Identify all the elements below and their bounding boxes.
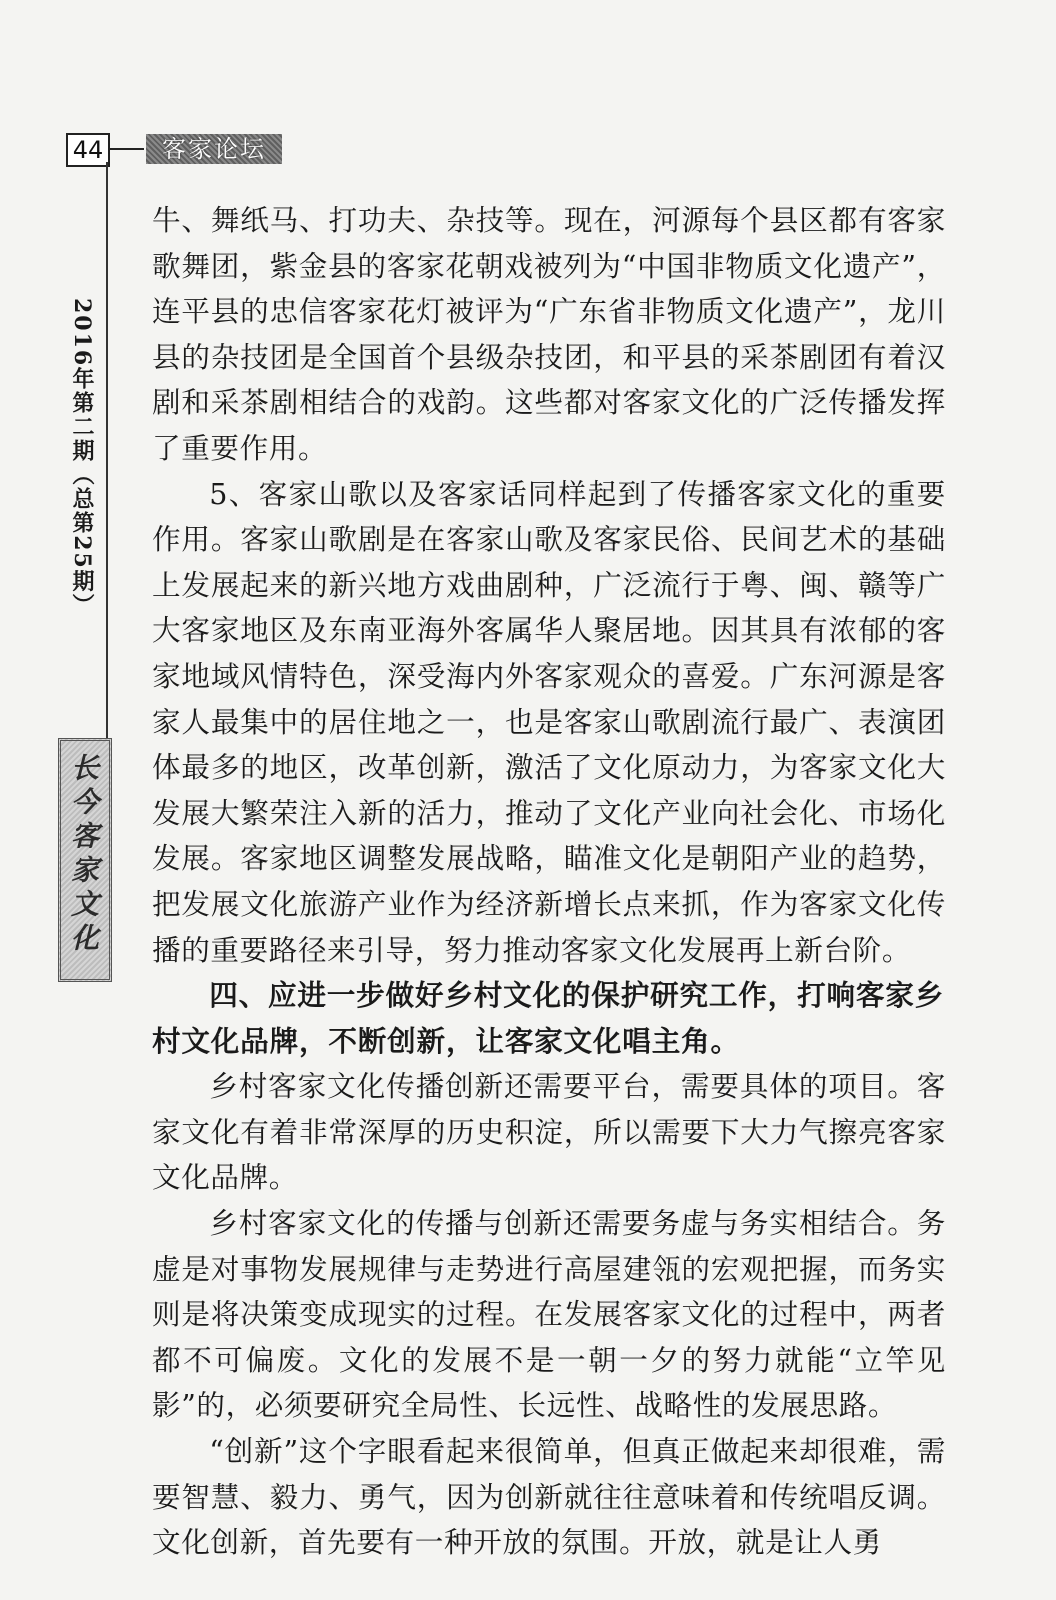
section-heading: 四、应进一步做好乡村文化的保护研究工作，打响客家乡村文化品牌，不断创新，让客家文化唱主角。	[152, 978, 945, 1058]
paragraph: “创新”这个字眼看起来很简单，但真正做起来却很难，需要智慧、毅力、勇气，因为创新就往往意味着和传统唱反调。文化创新，首先要有一种开放的氛围。开放，就是让人勇	[152, 1434, 946, 1560]
paragraph: 乡村客家文化传播创新还需要平台，需要具体的项目。客家文化有着非常深厚的历史积淀，所以需要下大力气擦亮客家文化品牌。	[152, 1069, 946, 1195]
page-number: 44	[66, 133, 110, 167]
header-rule	[108, 148, 144, 150]
issue-label: 2016年第二期（总第25期）	[69, 298, 95, 618]
calligraphy-seal	[58, 738, 112, 982]
seal-text: 长今客家文化	[67, 753, 100, 957]
paragraph: 牛、舞纸马、打功夫、杂技等。现在，河源每个县区都有客家歌舞团，紫金县的客家花朝戏被列为“中国非物质文化遗产”，连平县的忠信客家花灯被评为“广东省非物质文化遗产”，龙川县的杂技团是全国首个县级杂技团，和平县的采茶剧团有着汉剧和采茶剧相结合的戏韵。这些都对客家文化的广泛传播发挥了重要作用。	[152, 203, 946, 465]
margin-divider	[106, 162, 108, 742]
column-title: 客家论坛	[146, 134, 282, 164]
paragraph: 乡村客家文化的传播与创新还需要务虚与务实相结合。务虚是对事物发展规律与走势进行高屋建瓴的宏观把握，而务实则是将决策变成现实的过程。在发展客家文化的过程中，两者都不可偏废。文化的发展不是一朝一夕的努力就能“立竿见影”的，必须要研究全局性、长远性、战略性的发展思路。	[152, 1206, 946, 1423]
paragraph: 5、客家山歌以及客家话同样起到了传播客家文化的重要作用。客家山歌剧是在客家山歌及客家民俗、民间艺术的基础上发展起来的新兴地方戏曲剧种，广泛流行于粤、闽、赣等广大客家地区及东南亚海外客属华人聚居地。因其具有浓郁的客家地域风情特色，深受海内外客家观众的喜爱。广东河源是客家人最集中的居住地之一，也是客家山歌剧流行最广、表演团体最多的地区，改革创新，激活了文化原动力，为客家文化大发展大繁荣注入新的活力，推动了文化产业向社会化、市场化发展。客家地区调整发展战略，瞄准文化是朝阳产业的趋势，把发展文化旅游产业作为经济新增长点来抓，作为客家文化传播的重要路径来引导，努力推动客家文化发展再上新台阶。	[152, 476, 946, 967]
article-body	[152, 198, 946, 1566]
